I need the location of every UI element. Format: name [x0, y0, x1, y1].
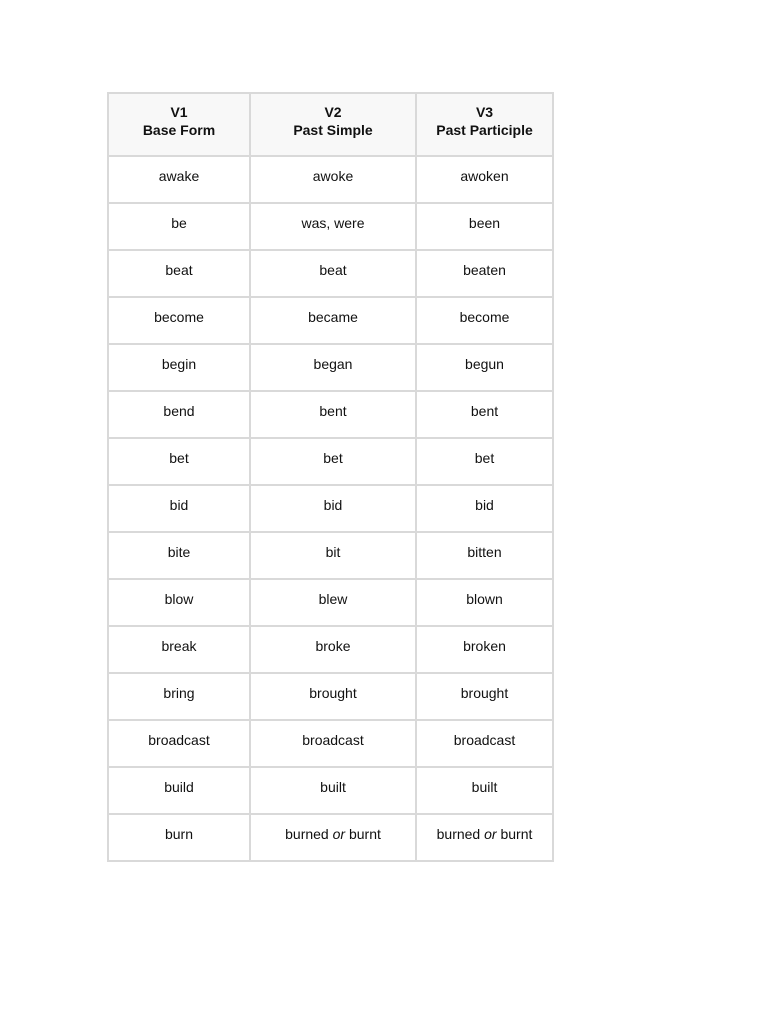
irregular-verbs-table	[107, 92, 554, 862]
cell-base-form: bet	[108, 438, 250, 485]
table-row	[108, 485, 553, 532]
cell-base-form	[108, 814, 250, 861]
cell-past-participle: brought	[416, 673, 553, 720]
cell-past-simple: built	[250, 767, 416, 814]
cell-past-participle: bent	[416, 391, 553, 438]
cell-base-form: bring	[108, 673, 250, 720]
cell-base-form: bend	[108, 391, 250, 438]
table-header	[108, 93, 553, 156]
cell-past-participle: beaten	[416, 250, 553, 297]
cell-past-simple: was, were	[250, 203, 416, 250]
cell-base-form: bite	[108, 532, 250, 579]
cell-past-participle: bitten	[416, 532, 553, 579]
cell-base-form: broadcast	[108, 720, 250, 767]
table-row	[108, 297, 553, 344]
table-row	[108, 814, 553, 861]
cell-base-form: beat	[108, 250, 250, 297]
header-v1-code: V1	[170, 104, 188, 120]
cell-past-simple: bid	[250, 485, 416, 532]
table-row	[108, 579, 553, 626]
cell-past-participle: become	[416, 297, 553, 344]
cell-past-simple: broadcast	[250, 720, 416, 767]
cell-past-participle: been	[416, 203, 553, 250]
table-row	[108, 767, 553, 814]
cell-past-simple: bit	[250, 532, 416, 579]
cell-base-form: break	[108, 626, 250, 673]
cell-past-participle: bet	[416, 438, 553, 485]
cell-or-word: or	[484, 826, 497, 842]
cell-past-participle: awoken	[416, 156, 553, 203]
header-v2	[250, 93, 416, 156]
header-v3-title: Past Participle	[436, 122, 533, 138]
cell-base-form: bid	[108, 485, 250, 532]
cell-past-participle: broadcast	[416, 720, 553, 767]
cell-past-simple: began	[250, 344, 416, 391]
header-v2-code: V2	[324, 104, 342, 120]
cell-text: burned	[436, 826, 481, 842]
cell-past-simple: blew	[250, 579, 416, 626]
table-row	[108, 438, 553, 485]
cell-past-simple: broke	[250, 626, 416, 673]
cell-or-word: or	[332, 826, 346, 842]
cell-base-form: blow	[108, 579, 250, 626]
cell-past-simple	[250, 814, 416, 861]
header-v2-title: Past Simple	[293, 122, 373, 138]
table-row	[108, 720, 553, 767]
cell-past-participle: bid	[416, 485, 553, 532]
cell-past-simple: awoke	[250, 156, 416, 203]
table-row	[108, 391, 553, 438]
cell-base-form: become	[108, 297, 250, 344]
table-row	[108, 626, 553, 673]
cell-base-form: build	[108, 767, 250, 814]
cell-text: burnt	[348, 826, 381, 842]
cell-past-simple: bent	[250, 391, 416, 438]
cell-past-simple: brought	[250, 673, 416, 720]
table-row	[108, 344, 553, 391]
cell-past-participle	[416, 814, 553, 861]
cell-base-form: begin	[108, 344, 250, 391]
header-v1	[108, 93, 250, 156]
header-v3	[416, 93, 553, 156]
table-row	[108, 250, 553, 297]
header-row	[108, 93, 553, 156]
cell-text: burned	[285, 826, 329, 842]
header-v1-title: Base Form	[142, 122, 216, 138]
table-body	[108, 156, 553, 861]
cell-past-participle: begun	[416, 344, 553, 391]
table-row	[108, 203, 553, 250]
table-row	[108, 532, 553, 579]
cell-base-form: be	[108, 203, 250, 250]
cell-text: burn	[164, 826, 194, 842]
cell-base-form: awake	[108, 156, 250, 203]
cell-past-participle: built	[416, 767, 553, 814]
table-row	[108, 673, 553, 720]
cell-past-participle: broken	[416, 626, 553, 673]
cell-past-participle: blown	[416, 579, 553, 626]
table-row	[108, 156, 553, 203]
cell-past-simple: became	[250, 297, 416, 344]
cell-past-simple: bet	[250, 438, 416, 485]
header-v3-code: V3	[475, 104, 494, 120]
cell-text: burnt	[500, 826, 533, 842]
cell-past-simple: beat	[250, 250, 416, 297]
